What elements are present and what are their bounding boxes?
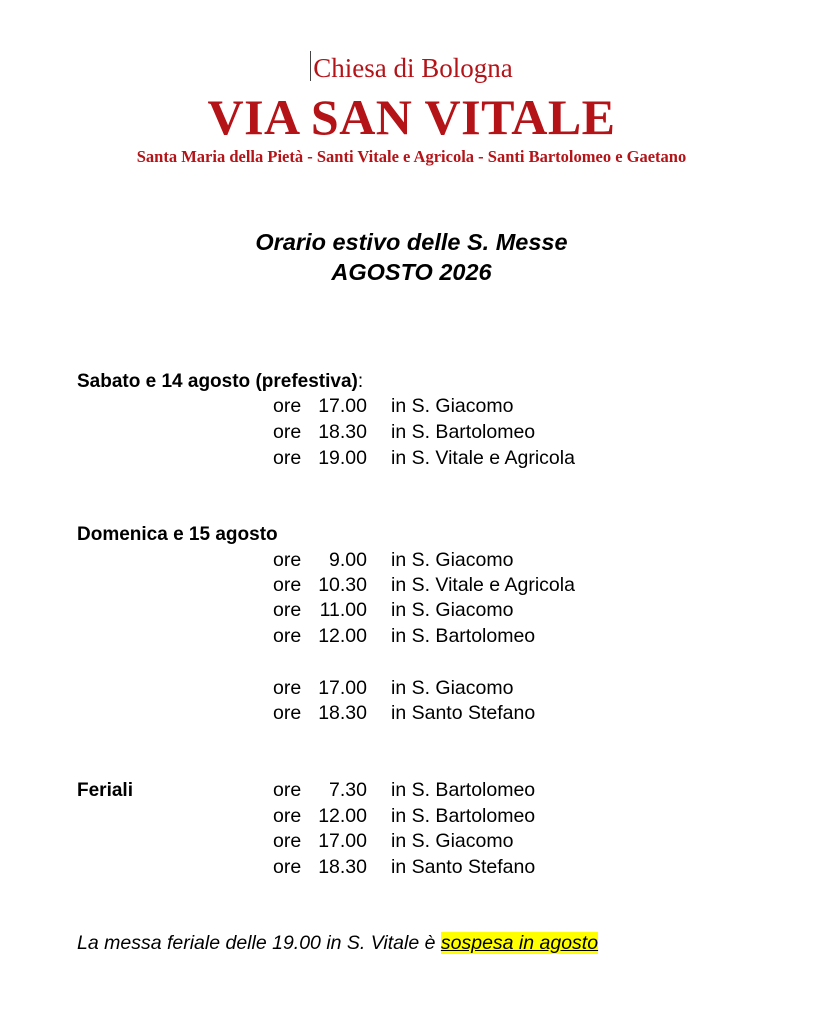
note-text: La messa feriale delle 19.00 in S. Vitale è [77,932,441,954]
saturday-label-colon: : [357,371,364,392]
mass-ore: ore [273,395,302,417]
mass-time: 18.30 [318,421,367,443]
schedule-title-line2: AGOSTO 2026 [331,259,492,285]
mass-time: 18.30 [318,856,367,878]
schedule-title [0,227,823,287]
mass-time: 17.00 [318,830,367,852]
text-cursor [310,51,311,81]
church-name [0,50,823,86]
schedule-title-line1: Orario estivo delle S. Messe [255,229,568,255]
mass-place: in S. Bartolomeo [391,805,536,827]
mass-time: 11.00 [319,599,367,621]
section-sunday-label: Domenica e 15 agosto [77,524,278,545]
mass-ore: ore [273,805,302,827]
saturday-label-text: Sabato e 14 agosto (prefestiva) [77,371,358,392]
mass-ore: ore [273,549,302,571]
mass-ore: ore [273,702,302,724]
church-name-text: Chiesa di Bologna [313,53,513,83]
street-title: VIA SAN VITALE [207,89,616,145]
mass-ore: ore [273,677,302,699]
parishes-subtitle: Santa Maria della Pietà - Santi Vitale e Agricola - Santi Bartolomeo e Gaetano [136,147,687,166]
mass-place: in S. Bartolomeo [391,779,536,801]
mass-place: in S. Vitale e Agricola [391,574,575,596]
mass-ore: ore [273,574,302,596]
section-weekdays-label: Feriali [77,780,133,801]
mass-time: 10.30 [318,574,367,596]
mass-place: in Santo Stefano [391,856,536,878]
mass-ore: ore [273,625,302,647]
mass-ore: ore [273,421,302,443]
mass-place: in S. Giacomo [391,599,514,621]
mass-place: in S. Bartolomeo [391,625,536,647]
mass-ore: ore [273,830,302,852]
mass-time: 17.00 [318,677,367,699]
mass-place: in S. Giacomo [391,549,514,571]
mass-place: in S. Bartolomeo [391,421,536,443]
suspension-note [77,930,598,956]
mass-time: 18.30 [318,702,367,724]
note-highlight: sospesa in agosto [440,932,599,954]
section-saturday-label [77,369,363,394]
mass-ore: ore [273,856,302,878]
mass-time: 19.00 [318,447,367,469]
mass-time: 7.30 [329,779,367,801]
mass-place: in Santo Stefano [391,702,536,724]
mass-time: 12.00 [318,625,367,647]
mass-ore: ore [273,599,302,621]
mass-time: 12.00 [318,805,367,827]
mass-time: 17.00 [318,395,367,417]
mass-place: in S. Giacomo [391,395,514,417]
mass-time: 9.00 [329,549,367,571]
mass-place: in S. Giacomo [391,830,514,852]
mass-place: in S. Giacomo [391,677,514,699]
mass-ore: ore [273,779,302,801]
mass-place: in S. Vitale e Agricola [391,447,575,469]
mass-ore: ore [273,447,302,469]
